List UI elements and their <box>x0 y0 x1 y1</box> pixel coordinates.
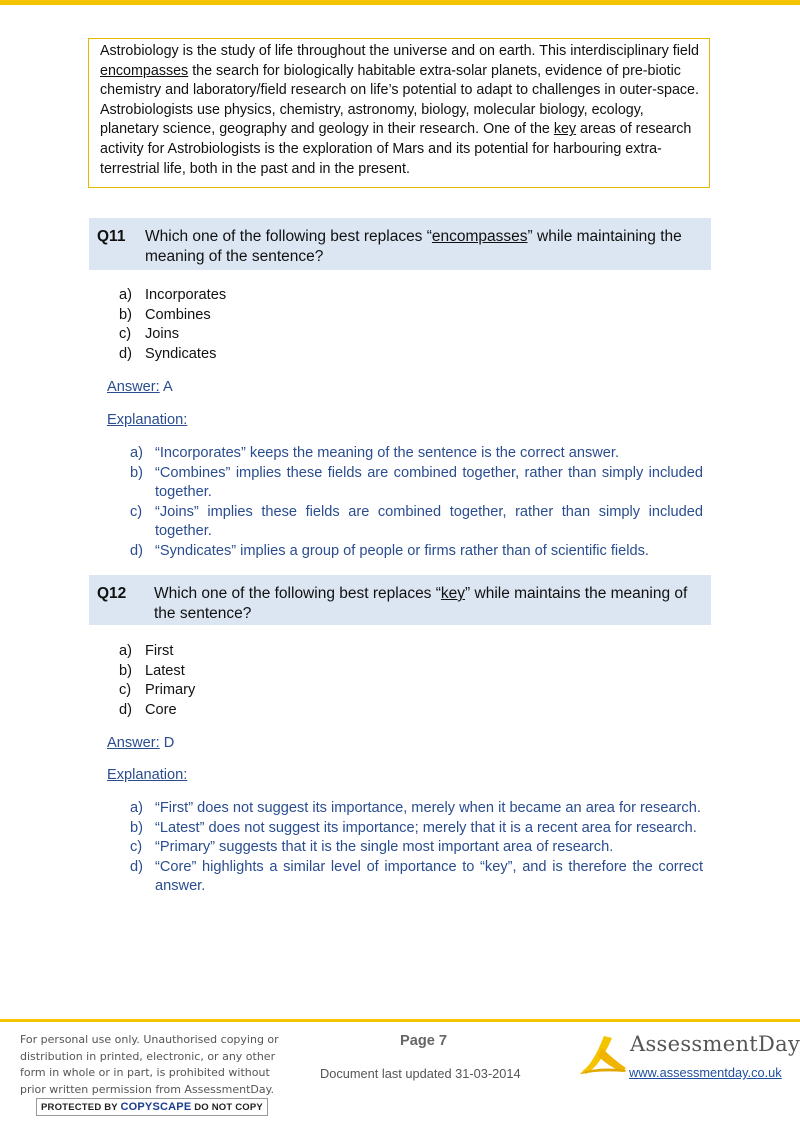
option-text: Joins <box>145 326 180 342</box>
option-letter: c) <box>119 326 132 342</box>
explanation-text: “Incorporates” keeps the meaning of the sentence is the correct answer. <box>155 445 620 461</box>
answer-label: Answer: <box>107 735 160 751</box>
q12-option-c[interactable] <box>119 681 195 701</box>
passage-text-3: areas of research activity for Astrobiologists is the exploration of Mars and its potential for harbouring extra-terrestrial life, both in the past and in the present. <box>100 121 692 177</box>
explanation-text: “Primary” suggests that it is the single most important area of research. <box>155 839 614 856</box>
explanation-letter: d) <box>130 542 143 559</box>
option-text: Primary <box>145 682 196 698</box>
q12-explanation-c <box>130 838 703 858</box>
question-12-explanation-label: Explanation: <box>107 767 188 783</box>
option-text: Combines <box>145 306 211 323</box>
explanation-text: “First” does not suggest its importance, merely when it became an area for research. <box>155 800 701 816</box>
question-12-box <box>89 575 711 625</box>
q12-explanation-a <box>130 799 703 819</box>
passage-box <box>88 38 710 188</box>
explanation-letter: a) <box>130 445 143 461</box>
question-12-text <box>154 584 709 623</box>
explanation-letter: b) <box>130 819 143 836</box>
question-11-options <box>119 286 226 364</box>
option-letter: d) <box>119 345 132 362</box>
explanation-text: “Combines” implies these fields are combined together, rather than simply included together. <box>155 464 703 501</box>
q12-option-d[interactable] <box>119 701 195 721</box>
question-11-box <box>89 218 711 270</box>
option-letter: a) <box>119 643 132 659</box>
copyscape-pre: PROTECTED BY <box>41 1102 121 1113</box>
question-11-text <box>145 227 707 266</box>
option-text: Syndicates <box>145 345 217 362</box>
option-text: First <box>145 643 174 659</box>
question-12-text-1: Which one of the following best replaces “ <box>154 585 441 602</box>
passage-underlined-key: key <box>553 121 577 138</box>
question-11-explanations <box>130 444 703 562</box>
q11-option-b[interactable] <box>119 306 226 326</box>
answer-label: Answer: <box>107 379 160 395</box>
option-text: Core <box>145 701 177 718</box>
question-12-options <box>119 642 195 720</box>
explanation-letter: d) <box>130 858 143 875</box>
question-12-text-2: ” while maintains the meaning of the sentence? <box>154 585 688 622</box>
question-11-underlined: encompasses <box>431 228 528 245</box>
copyscape-post: DO NOT COPY <box>191 1102 263 1113</box>
explanation-letter: a) <box>130 800 143 816</box>
explanation-text: “Core” highlights a similar level of importance to “key”, and is therefore the correct answer. <box>155 858 703 895</box>
brand-name: AssessmentDay <box>630 1032 800 1056</box>
answer-value: D <box>159 735 175 751</box>
option-letter: b) <box>119 662 132 679</box>
explanation-letter: c) <box>130 839 143 856</box>
q11-explanation-b <box>130 464 703 503</box>
brand-website-link[interactable]: www.assessmentday.co.uk <box>629 1065 782 1080</box>
q11-option-a[interactable] <box>119 286 226 306</box>
question-12-answer <box>107 735 174 751</box>
copyright-notice: For personal use only. Unauthorised copying or distribution in printed, electronic, or any other form in whole or in part, is prohibited without prior written permission from AssessmentDay. <box>20 1033 279 1096</box>
footer-accent-line <box>0 1019 800 1022</box>
top-accent-bar <box>0 0 800 5</box>
question-12-number: Q12 <box>97 585 127 602</box>
question-12-underlined: key <box>440 585 466 602</box>
question-11-text-2: ” while maintaining the meaning of the sentence? <box>145 228 682 265</box>
explanation-letter: c) <box>130 503 143 520</box>
explanation-text: “Latest” does not suggest its importance; merely that it is a recent area for research. <box>155 819 697 836</box>
q11-option-c[interactable] <box>119 325 226 345</box>
q12-option-a[interactable] <box>119 642 195 662</box>
question-11-explanation-label: Explanation: <box>107 412 188 428</box>
option-letter: a) <box>119 287 132 303</box>
question-11-answer <box>107 379 173 395</box>
question-11-text-1: Which one of the following best replaces “ <box>145 228 432 245</box>
passage-text-2: the search for biologically habitable extra-solar planets, evidence of pre-biotic chemistry and laboratory/field research on life’s potential to adapt to challenges in outer-space. Astrobiologists use physics, chemistry, astronomy, biology, molecular biology, ecology, planetary science, geography and geology in their research. One of the <box>100 62 699 138</box>
q12-explanation-b <box>130 819 703 839</box>
question-12-explanations <box>130 799 703 897</box>
q11-explanation-a <box>130 444 703 464</box>
explanation-letter: b) <box>130 464 143 481</box>
copyscape-badge[interactable] <box>36 1098 268 1116</box>
q12-option-b[interactable] <box>119 662 195 682</box>
q11-option-d[interactable] <box>119 345 226 365</box>
question-11-number: Q11 <box>97 228 126 245</box>
assessmentday-logo-icon <box>578 1030 628 1074</box>
option-text: Incorporates <box>145 287 227 303</box>
explanation-text: “Joins” implies these fields are combined together, rather than simply included together. <box>155 503 703 540</box>
page-number: Page 7 <box>400 1033 448 1049</box>
document-updated-date: Document last updated 31-03-2014 <box>320 1066 521 1081</box>
q12-explanation-d <box>130 858 703 897</box>
option-letter: d) <box>119 701 132 718</box>
option-letter: c) <box>119 682 132 698</box>
passage-underlined-encompasses: encompasses <box>100 62 189 79</box>
option-text: Latest <box>145 662 185 679</box>
q11-explanation-d <box>130 542 703 562</box>
explanation-text: “Syndicates” implies a group of people or firms rather than of scientific fields. <box>155 542 649 559</box>
q11-explanation-c <box>130 503 703 542</box>
copyscape-brand: COPYSCAPE <box>120 1101 192 1113</box>
passage-text-1: Astrobiology is the study of life throughout the universe and on earth. This interdisciplinary field <box>100 43 699 59</box>
option-letter: b) <box>119 306 132 323</box>
answer-value: A <box>159 379 173 395</box>
